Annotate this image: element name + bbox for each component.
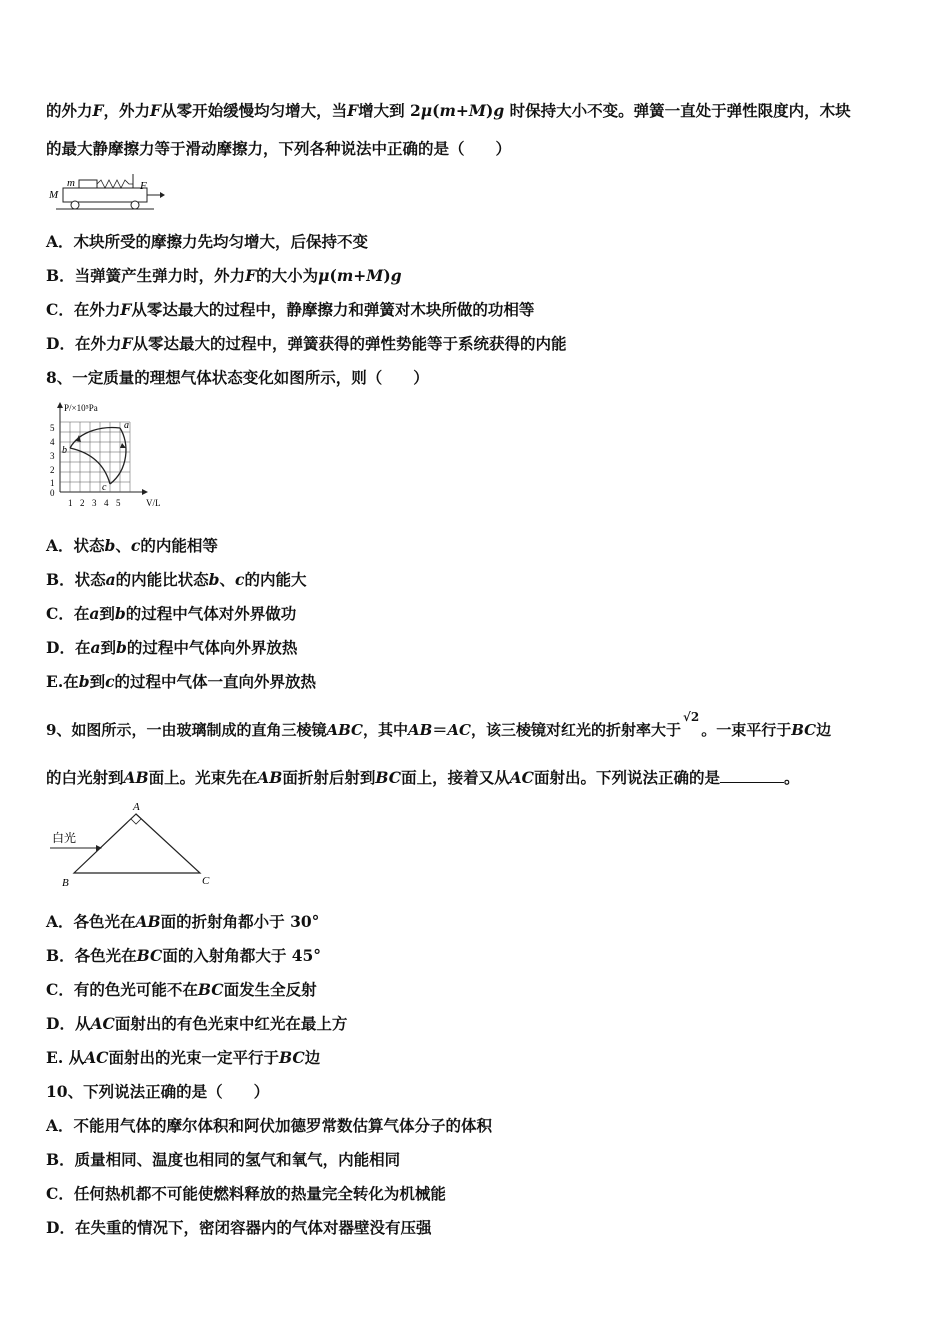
q9-fig-vertex-B: B: [62, 877, 69, 889]
q8-ytick-3: 3: [50, 451, 55, 461]
q9-fig-vertex-C: C: [202, 875, 210, 887]
q8-option-c: C．在a到b的过程中气体对外界做功: [46, 604, 297, 623]
q8-option-a: A．状态b、c的内能相等: [46, 536, 218, 555]
q10-option-a: A．不能用气体的摩尔体积和阿伏加德罗常数估算气体分子的体积: [46, 1116, 493, 1135]
q8-xtick-3: 3: [92, 498, 97, 508]
q8-ytick-0: 0: [50, 488, 55, 498]
q8-xtick-4: 4: [104, 498, 109, 508]
q9-prism-figure: [46, 798, 216, 894]
q8-pv-graph: [46, 400, 168, 516]
q8-ytick-5: 5: [50, 423, 55, 433]
q10-option-c: C．任何热机都不可能使燃料释放的热量完全转化为机械能: [46, 1184, 446, 1203]
q7-stem-line2: 的最大静摩擦力等于滑动摩擦力，下列各种说法中正确的是（ ）: [46, 139, 512, 158]
q9-option-e: E. 从AC面射出的光束一定平行于BC边: [46, 1048, 321, 1067]
q9-stem-line2: 的白光射到AB面上。光束先在AB面折射后射到BC面上，接着又从AC面射出。下列说法正确的是 。: [46, 768, 800, 787]
q8-point-b: b: [62, 445, 67, 456]
q8-point-c: c: [102, 482, 107, 493]
q8-xtick-5: 5: [116, 498, 121, 508]
q9-sqrt2: √2: [682, 710, 700, 724]
q7-option-a: A．木块所受的摩擦力先均匀增大，后保持不变: [46, 232, 369, 251]
q9-option-d: D．从AC面射出的有色光束中红光在最上方: [46, 1014, 348, 1033]
q7-fig-label-m: m: [67, 177, 75, 189]
q7-block-spring-figure: [46, 172, 166, 216]
q8-ytick-1: 1: [50, 478, 55, 488]
q9-fig-white-light: 白光: [52, 831, 77, 845]
q7-option-d: D．在外力F从零达最大的过程中，弹簧获得的弹性势能等于系统获得的内能: [46, 334, 567, 353]
q7-fig-label-F: F: [140, 180, 147, 192]
q9-option-c: C．有的色光可能不在BC面发生全反射: [46, 980, 317, 999]
q9-answer-blank: [720, 768, 784, 783]
q9-option-a: A．各色光在AB面的折射角都小于 30°: [46, 912, 320, 931]
q9-option-b: B．各色光在BC面的入射角都大于 45°: [46, 946, 322, 965]
q9-stem-line1: 9、如图所示，一由玻璃制成的直角三棱镜ABC，其中AB＝AC，该三棱镜对红光的折射率大于√2。一束平行于BC边: [46, 720, 831, 741]
q7-option-b: B．当弹簧产生弹力时，外力F的大小为μ(m+M)g: [46, 266, 402, 285]
q8-xtick-2: 2: [80, 498, 85, 508]
q8-xtick-1: 1: [68, 498, 73, 508]
q10-option-d: D．在失重的情况下，密闭容器内的气体对器壁没有压强: [46, 1218, 432, 1237]
q8-stem: 8、一定质量的理想气体状态变化如图所示，则（ ）: [46, 368, 429, 387]
q8-ytick-2: 2: [50, 465, 55, 475]
q7-fig-label-M: M: [49, 189, 59, 201]
q7-option-c: C．在外力F从零达最大的过程中，静摩擦力和弹簧对木块所做的功相等: [46, 300, 535, 319]
q8-option-e: E.在b到c的过程中气体一直向外界放热: [46, 672, 317, 691]
q9-fig-vertex-A: A: [133, 801, 140, 813]
q8-xlabel: V/L: [146, 498, 161, 508]
q10-stem: 10、下列说法正确的是（ ）: [46, 1082, 270, 1101]
q8-option-d: D．在a到b的过程中气体向外界放热: [46, 638, 298, 657]
q7-stem-line1: 的外力F，外力F从零开始缓慢均匀增大，当F增大到 2μ(m+M)g 时保持大小不变。弹簧一直处于弹性限度内，木块: [46, 101, 851, 120]
q8-ylabel: P/×10⁵Pa: [64, 403, 98, 413]
q8-ytick-4: 4: [50, 437, 55, 447]
q8-option-b: B．状态a的内能比状态b、c的内能大: [46, 570, 307, 589]
q10-option-b: B．质量相同、温度也相同的氢气和氧气，内能相同: [46, 1150, 401, 1169]
q8-point-a: a: [124, 420, 129, 431]
